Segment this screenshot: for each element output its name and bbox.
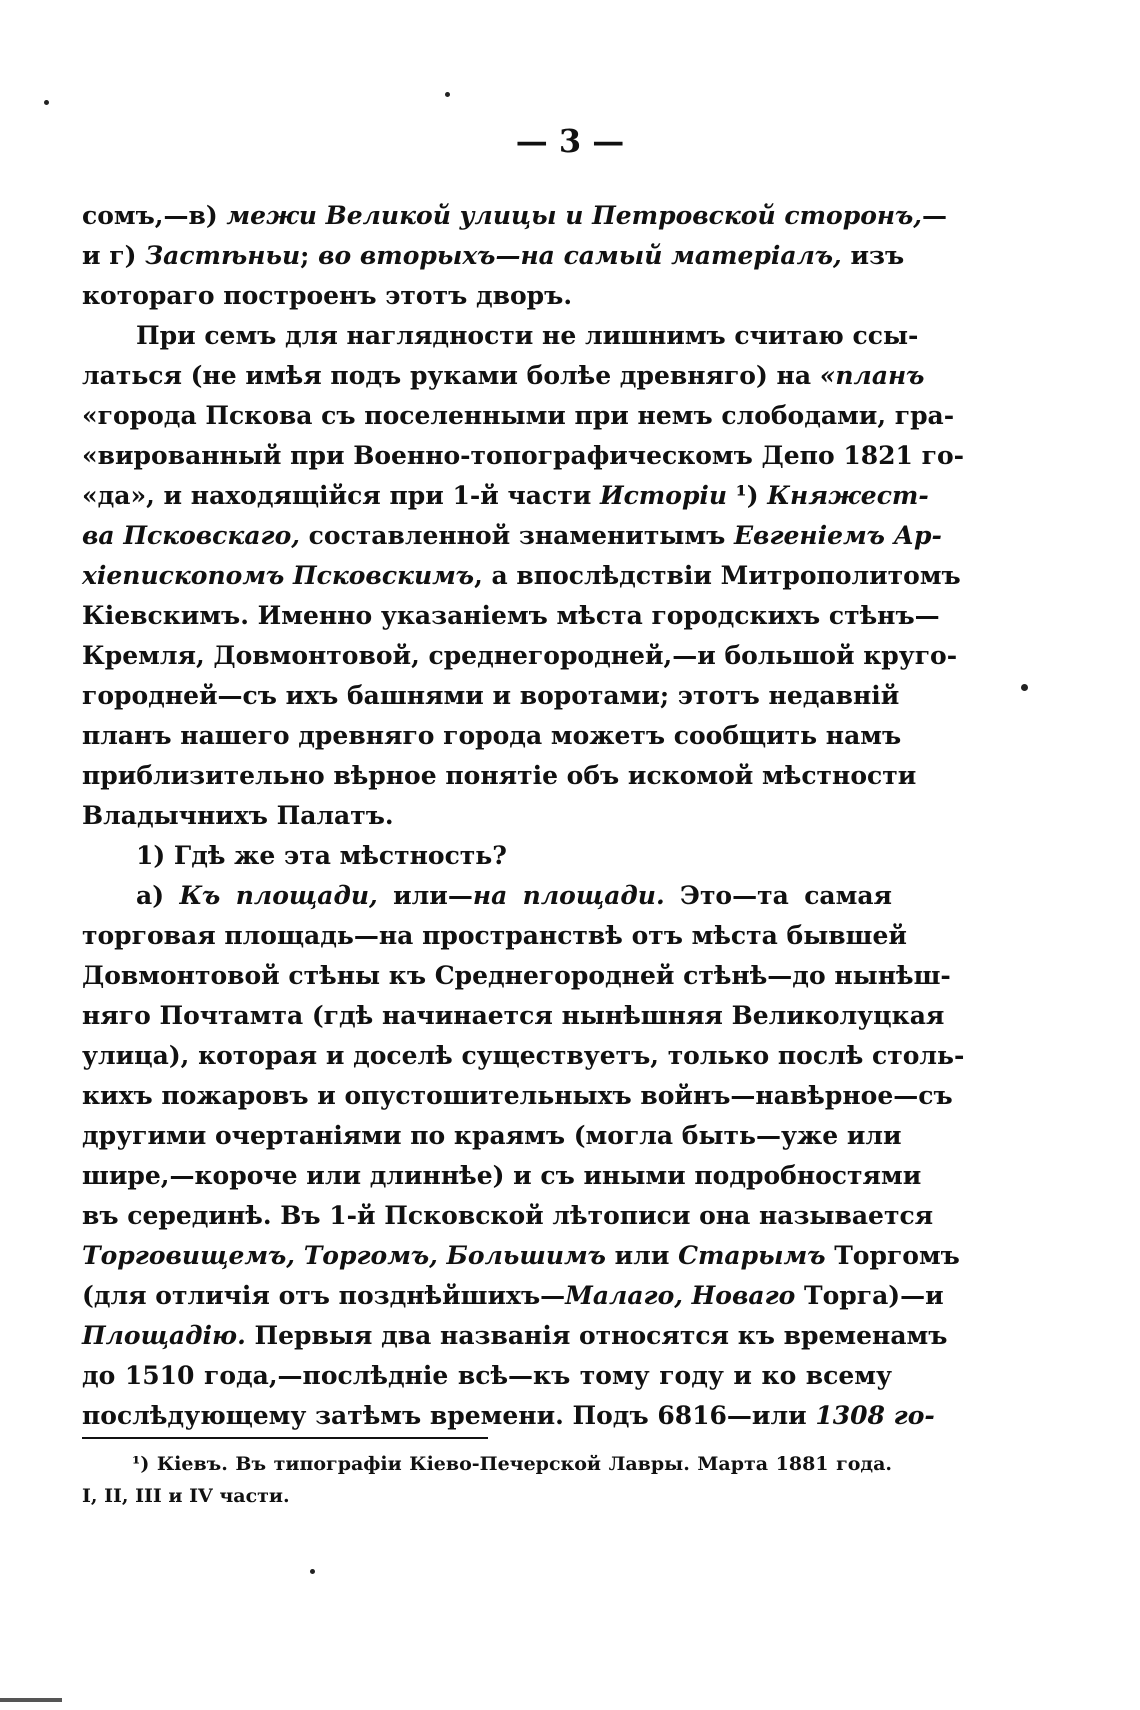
text-line [82,636,958,676]
text-run: торговая площадь—на пространствѣ отъ мѣста бывшей [82,921,907,950]
text-line [82,756,917,796]
italic-run: Евгеніемъ Ар- [733,521,942,550]
text-line [82,476,929,516]
text-line [82,1156,922,1196]
text-line [82,1116,902,1156]
text-run: ; [300,241,319,270]
text-line [82,196,947,236]
text-run: Торга)—и [795,1281,944,1310]
italic-run: Старымъ [678,1241,826,1270]
text-run: Кіевскимъ. Именно указаніемъ мѣста городскихъ стѣнъ— [82,601,940,630]
text-line [82,716,902,756]
text-run: Владычнихъ Палатъ. [82,801,394,830]
text-run: или— [377,881,473,910]
text-run: (для отличія отъ позднѣйшихъ— [82,1281,566,1310]
footnote-divider [82,1437,488,1439]
italic-run: межи Великой улицы и Петровской сторонъ, [226,201,922,230]
italic-run: 1308 го- [815,1401,935,1430]
text-run: составленной знаменитымъ [299,521,734,550]
text-line [82,316,919,356]
text-run: послѣдующему затѣмъ времени. Подъ 6816—или [82,1401,816,1430]
text-run: I, II, III и IV части. [82,1485,290,1507]
text-line [82,556,961,596]
text-run: ¹) Кіевъ. Въ типографіи Кіево-Печерской Лавры. Марта 1881 года. [132,1453,892,1475]
text-line [82,396,955,436]
text-line [82,1396,935,1436]
text-run: няго Почтамта (гдѣ начинается нынѣшняя Великолуцкая [82,1001,945,1030]
text-run: въ серединѣ. Въ 1-й Псковской лѣтописи она называется [82,1201,934,1230]
text-line [82,1196,934,1236]
text-line [82,796,892,836]
text-line [82,436,964,476]
text-run: улица), которая и доселѣ существуетъ, только послѣ столь- [82,1041,965,1070]
text-run: латься (не имѣя подъ руками болѣе древняго) на [82,361,820,390]
text-line [82,1276,944,1316]
text-run: «вированный при Военно-топографическомъ Депо 1821 го- [82,441,964,470]
text-run: Торгомъ [825,1241,960,1270]
text-run: приблизительно вѣрное понятіе объ искомой мѣстности [82,761,917,790]
text-line [82,1448,892,1480]
text-line [82,836,892,876]
text-run: и г) [82,241,146,270]
italic-run: хіепископомъ Псковскимъ [82,561,475,590]
text-run: Довмонтовой стѣны къ Среднегородней стѣнѣ—до нынѣш- [82,961,951,990]
text-run: Первыя два названія относятся къ временамъ [245,1321,948,1350]
text-line [82,676,900,716]
italic-run: на площади. [472,881,665,910]
text-line [82,1356,892,1396]
text-run: городней—съ ихъ башнями и воротами; этотъ недавній [82,681,900,710]
text-run: или [605,1241,679,1270]
text-line [82,996,945,1036]
text-run: Кремля, Довмонтовой, среднегородней,—и большой круго- [82,641,958,670]
italic-run: Торговищемъ, Торгомъ, Большимъ [82,1241,606,1270]
italic-run: Площадію. [82,1321,246,1350]
text-line [82,1480,892,1512]
text-line [82,876,892,916]
text-line [82,356,925,396]
italic-run: Къ площади, [179,881,378,910]
text-run: При семъ для наглядности не лишнимъ считаю ссы- [136,321,919,350]
italic-run: «планъ [819,361,925,390]
text-run: изъ [841,241,905,270]
scan-speck [44,100,49,105]
text-run: до 1510 года,—послѣдніе всѣ—къ тому году и ко всему [82,1361,892,1390]
text-run: другими очертаніями по краямъ (могла быть—уже или [82,1121,902,1150]
text-run: «города Пскова съ поселенными при немъ слободами, гра- [82,401,955,430]
text-line [82,516,942,556]
text-run: Это—та самая [664,881,893,910]
scan-speck [1021,684,1028,691]
text-line [82,596,940,636]
text-line [82,1036,965,1076]
text-line [82,236,905,276]
text-run: а) [136,881,180,910]
text-run: 1) Гдѣ же эта мѣстность? [136,841,507,870]
text-run: планъ нашего древняго города можетъ сообщить намъ [82,721,902,750]
page-number: — 3 — [515,122,625,160]
text-line [82,956,951,996]
text-line [82,1316,948,1356]
text-line [82,916,907,956]
text-line [82,1076,953,1116]
text-run: котораго построенъ этотъ дворъ. [82,281,573,310]
italic-run: ва Псковскаго, [82,521,300,550]
text-run: кихъ пожаровъ и опустошительныхъ войнъ—навѣрное—съ [82,1081,953,1110]
italic-run: Малаго, Новаго [565,1281,796,1310]
text-run: — [921,201,947,230]
scan-speck [445,92,450,97]
italic-run: Исторіи [599,481,728,510]
footnote [82,1448,892,1512]
text-run: «да», и находящійся при 1-й части [82,481,600,510]
italic-run: Застѣньи [145,241,301,270]
body-text [82,196,965,1436]
scan-speck [310,1569,315,1574]
italic-run: во вторыхъ—на самый матеріалъ, [318,241,842,270]
text-run: сомъ,—в) [82,201,227,230]
italic-run: Княжест- [767,481,929,510]
text-run: , а впослѣдствіи Митрополитомъ [474,561,961,590]
text-run: ¹) [727,481,768,510]
scan-edge-mark [0,1698,62,1702]
text-line [82,276,892,316]
text-line [82,1236,960,1276]
text-run: шире,—короче или длиннѣе) и съ иными подробностями [82,1161,922,1190]
